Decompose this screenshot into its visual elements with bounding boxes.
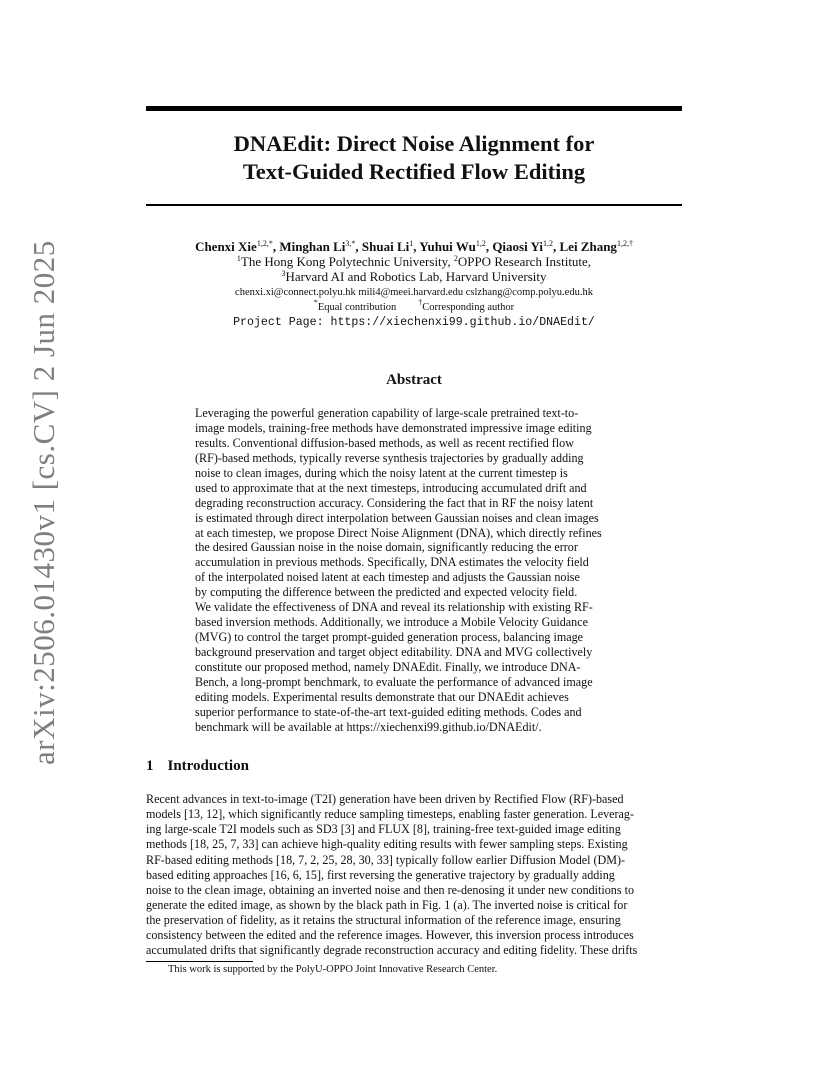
note-sup: †: [418, 297, 423, 307]
author-name: Qiaosi Yi: [492, 239, 543, 254]
author-name: Chenxi Xie: [195, 239, 257, 254]
note-text: Corresponding author: [422, 301, 515, 313]
introduction-body: [146, 792, 682, 959]
title-bottom-rule: [146, 204, 682, 206]
abstract-line: benchmark will be available at https://xiechenxi99.github.io/DNAEdit/.: [195, 719, 542, 734]
section-number: 1: [146, 758, 154, 774]
author-notes: [146, 297, 682, 315]
abstract-line: the desired Gaussian noise in the noise domain, significantly reducing the error: [195, 540, 578, 555]
author-name: Minghan Li: [279, 239, 346, 254]
author-emails: chenxi.xi@connect.polyu.hk mili4@meei.harvard.edu cslzhang@comp.polyu.edu.hk: [235, 286, 593, 298]
abstract-line: (RF)-based methods, typically reverse synthesis trajectories by gradually adding: [195, 450, 584, 465]
intro-line: ing large-scale T2I models such as SD3 [3] and FLUX [8], training-free text-guided image editing: [146, 822, 621, 837]
abstract-line: accumulation in previous methods. Specifically, DNA estimates the velocity field: [195, 555, 589, 570]
arxiv-stamp-text: arXiv:2506.01430v1 [cs.CV] 2 Jun 2025: [26, 240, 61, 765]
intro-line: accumulated drifts that significantly degrade reconstruction accuracy and editing fidelity. These drifts: [146, 943, 638, 958]
abstract-line: of the interpolated noised latent at each timestep and adjusts the Gaussian noise: [195, 570, 580, 585]
author-sup: 1,2: [543, 239, 553, 248]
note-text: Equal contribution: [317, 301, 397, 313]
note-sup: *: [313, 297, 318, 307]
arxiv-stamp: [24, 240, 64, 765]
abstract-line: Bench, a long-prompt benchmark, to evaluate the performance of advanced image: [195, 674, 593, 689]
abstract-line: constitute our proposed method, namely DNAEdit. Finally, we introduce DNA-: [195, 659, 581, 674]
abstract-line: image models, training-free methods have demonstrated impressive image editing: [195, 420, 592, 435]
title-line-1: DNAEdit: Direct Noise Alignment for: [233, 131, 595, 156]
equal-contribution-note: [313, 297, 397, 313]
abstract-line: based inversion methods. Additionally, we introduce a Mobile Velocity Guidance: [195, 615, 588, 630]
footnote: This work is supported by the PolyU-OPPO Joint Innovative Research Center.: [168, 964, 498, 975]
section-title: Introduction: [167, 758, 249, 774]
intro-line: noise to the clean image, obtaining an inverted noise and then re-denosing it under new conditions to: [146, 882, 634, 897]
abstract-heading: Abstract: [386, 372, 442, 388]
affiliation-line-1: [146, 254, 682, 269]
abstract-line: Leveraging the powerful generation capability of large-scale pretrained text-to-: [195, 406, 579, 420]
intro-line: based editing approaches [16, 6, 15], first reversing the generative trajectory by gradually adding: [146, 867, 615, 882]
author-name: Yuhui Wu: [419, 239, 476, 254]
author-name: Lei Zhang: [559, 239, 617, 254]
author-sup: 1,2: [475, 239, 486, 248]
section-heading: [146, 758, 249, 775]
abstract-line: editing models. Experimental results demonstrate that our DNAEdit achieves: [195, 689, 569, 704]
author-sup: 3,*: [345, 239, 356, 248]
abstract-line: by computing the difference between the predicted and expected velocity field.: [195, 585, 578, 600]
affiliation-text: The Hong Kong Polytechnic University,: [240, 254, 454, 270]
abstract-line: noise to clean images, during which the noisy latent at the current timestep is: [195, 465, 568, 480]
intro-line: methods [18, 25, 7, 33] can achieve high-quality editing results with fewer sampling steps. Existing: [146, 837, 628, 852]
intro-line: the preservation of fidelity, as it retains the structural information of the reference image, ensuring: [146, 913, 621, 928]
affiliation-sup: 1: [236, 254, 241, 264]
abstract-line: degrading reconstruction accuracy. Considering the fact that in RF the noisy latent: [195, 495, 594, 510]
author-block: [146, 239, 682, 330]
affiliation-line-2: [146, 269, 682, 284]
abstract-line: superior performance to state-of-the-art text-guided editing methods. Codes and: [195, 704, 582, 719]
affiliation-text: Harvard AI and Robotics Lab, Harvard University: [285, 269, 547, 285]
intro-line: models [13, 12], which significantly reduce sampling timesteps, enabling faster generation. Leverag-: [146, 807, 634, 822]
abstract-line: (MVG) to control the target prompt-guided generation process, balancing image: [195, 630, 584, 645]
intro-line: RF-based editing methods [18, 7, 2, 25, 28, 30, 33] typically follow earlier Diffusion Model (DM)-: [146, 852, 626, 867]
paper-title: [146, 130, 682, 186]
affiliation-sup: 3: [281, 269, 286, 279]
author-sup: 1,2,*: [256, 239, 273, 248]
author-name: Shuai Li: [361, 239, 410, 254]
abstract-line: We validate the effectiveness of DNA and reveal its relationship with existing RF-: [195, 600, 593, 615]
abstract-line: results. Conventional diffusion-based methods, as well as recent rectified flow: [195, 435, 574, 450]
footnote-rule: [146, 961, 253, 962]
abstract-line: background preservation and target object editability. DNA and MVG collectively: [195, 645, 593, 659]
author-sup: 1,2,†: [616, 239, 633, 248]
author-sup: 1: [409, 239, 414, 248]
abstract-line: at each timestep, we propose Direct Noise Alignment (DNA), which directly refines: [195, 525, 602, 540]
intro-line: consistency between the edited and the reference images. However, this inversion process introduces: [146, 928, 634, 943]
title-line-2: Text-Guided Rectified Flow Editing: [242, 159, 586, 184]
author-names: Chenxi Xie$^{1,2,*}$, Minghan $Li^{3,*}$, Shuai Li$^1$, Yuhui Wu$^{1,2}$, Qiaosi Yi$^{1,2}$, Lei Zhang$^{1,2,\dagger}$: [195, 239, 633, 254]
title-top-rule: [146, 106, 682, 111]
abstract-line: is estimated through direct interpolation between Gaussian noises and clean images: [195, 510, 599, 525]
abstract-line: used to approximate that at the next timesteps, introducing accumulated drift and: [195, 480, 587, 495]
corresponding-author-note: [418, 297, 515, 313]
intro-line: generate the edited image, as shown by the black path in Fig. 1 (a). The inverted noise is critical for: [146, 897, 628, 912]
abstract-body: [195, 406, 635, 735]
project-page-link[interactable]: Project Page: https://xiechenxi99.github.io/DNAEdit/: [233, 316, 595, 330]
intro-line: Recent advances in text-to-image (T2I) generation have been driven by Rectified Flow (RF)-based: [146, 792, 624, 806]
affiliation-sup: 2: [453, 254, 458, 264]
affiliation-text: OPPO Research Institute,: [457, 254, 592, 270]
